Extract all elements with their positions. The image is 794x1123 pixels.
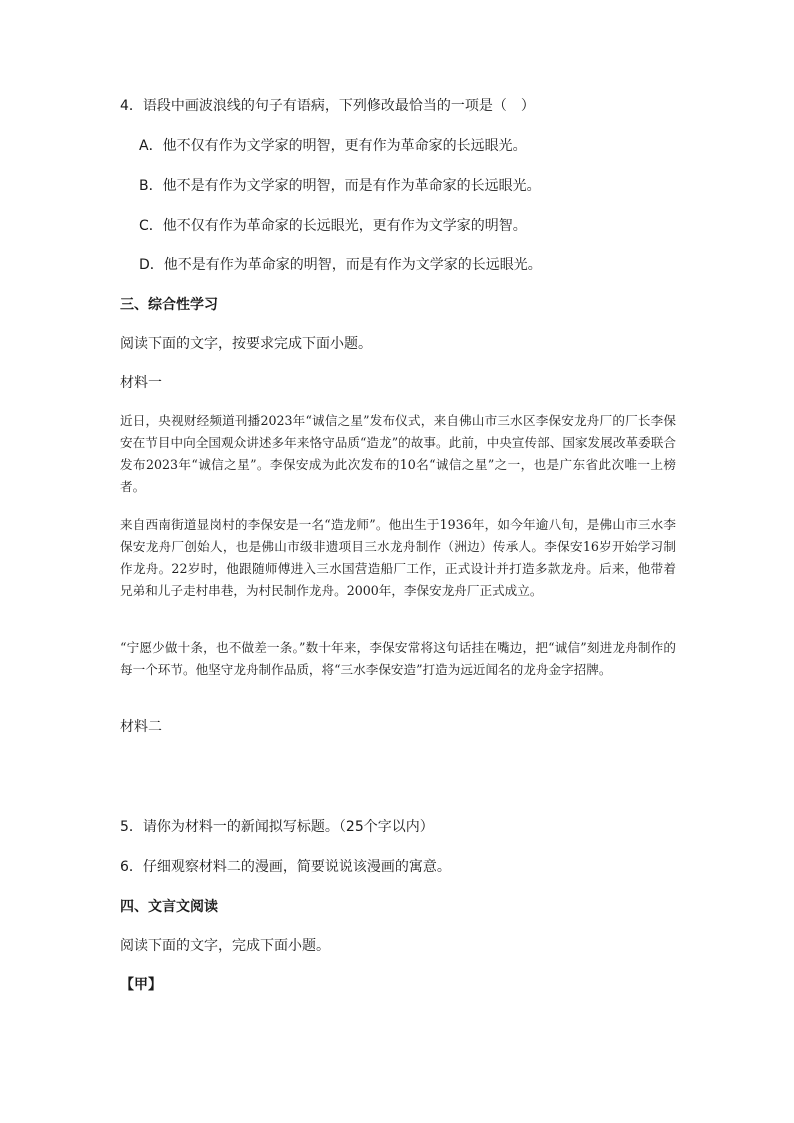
section-3-heading: 三、综合性学习 <box>120 297 218 313</box>
material-1-paragraph-1: 近日，央视财经频道刊播2023年“诚信之星”发布仪式，来自佛山市三水区李保安龙舟厂的厂长李保安在节目中向全国观众讲述多年来恪守品质“造龙”的故事。此前，中央宣传部、国家发展改革委联合发布2023年“诚信之星”。李保安成为此次发布的10名“诚信之星”之一，也是广东省此次唯一上榜者。 <box>120 413 676 494</box>
material-2-label: 材料二 <box>120 719 162 735</box>
section-3-instruction: 阅读下面的文字，按要求完成下面小题。 <box>120 336 372 352</box>
material-1-label: 材料一 <box>120 375 162 391</box>
question-4-option-a: A．他不仅有作为文学家的明智，更有作为革命家的长远眼光。 <box>139 138 527 154</box>
question-4-option-c: C．他不仅有作为革命家的长远眼光，更有作为文学家的明智。 <box>139 218 527 234</box>
section-4-heading: 四、文言文阅读 <box>120 899 218 915</box>
question-4-option-d: D．他不是有作为革命家的明智，而是有作为文学家的长远眼光。 <box>139 257 542 273</box>
question-6: 6．仔细观察材料二的漫画，简要说说该漫画的寓意。 <box>120 859 451 875</box>
material-1-paragraph-3: “宁愿少做十条，也不做差一条。”数十年来，李保安常将这句话挂在嘴边，把“诚信”刻进龙舟制作的每一个环节。他坚守龙舟制作品质，将“三水李保安造”打造为远近闻名的龙舟金字招牌。 <box>120 640 676 677</box>
material-1-paragraph-2: 来自西南街道显岗村的李保安是一名“造龙师”。他出生于1936年，如今年逾八旬，是佛山市三水李保安龙舟厂创始人，也是佛山市级非遗项目三水龙舟制作（洲边）传承人。李保安16岁开始学习制作龙舟。22岁时，他跟随师傅进入三水国营造船厂工作，正式设计并打造多款龙舟。后来，他带着兄弟和儿子走村串巷，为村民制作龙舟。2000年，李保安龙舟厂正式成立。 <box>120 517 676 598</box>
question-4-stem: 4．语段中画波浪线的句子有语病，下列修改最恰当的一项是（ ） <box>120 98 535 114</box>
question-4-option-b: B．他不是有作为文学家的明智，而是有作为革命家的长远眼光。 <box>139 178 541 194</box>
passage-jia-label: 【甲】 <box>120 977 162 993</box>
question-5: 5．请你为材料一的新闻拟写标题。（25个字以内） <box>120 819 434 835</box>
section-4-instruction: 阅读下面的文字，完成下面小题。 <box>120 938 330 954</box>
